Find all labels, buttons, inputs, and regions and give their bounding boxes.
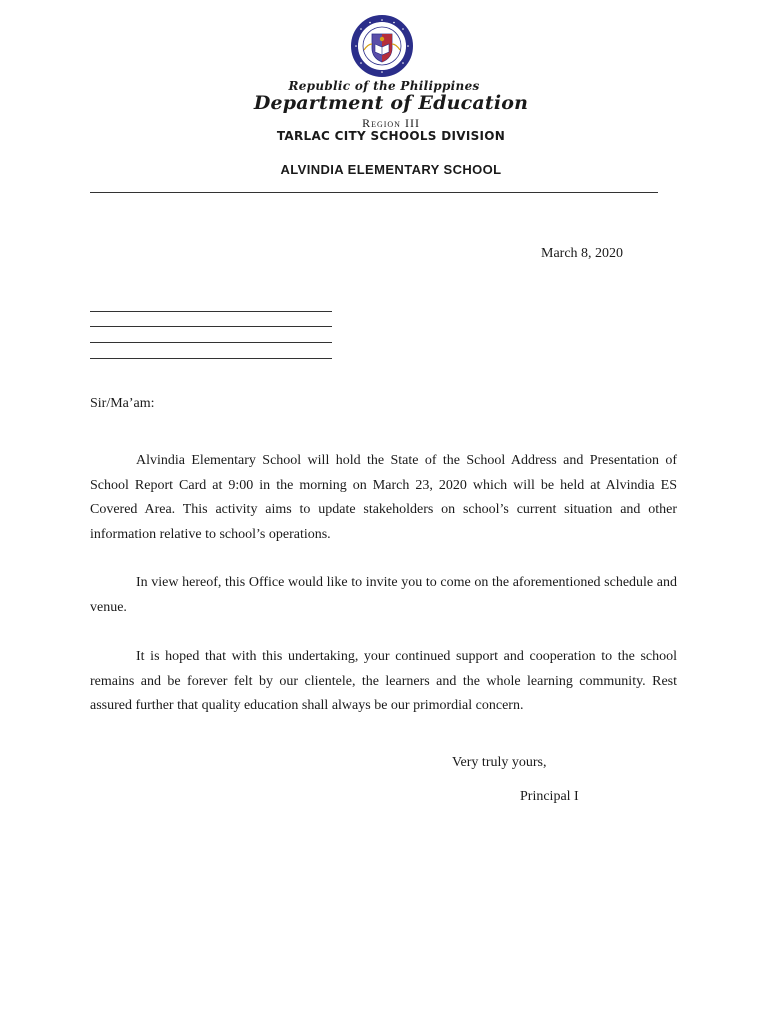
letter-date: March 8, 2020 — [541, 246, 624, 261]
address-line — [90, 342, 332, 343]
complimentary-close: Very truly yours, — [452, 755, 547, 770]
header-divider — [90, 192, 658, 193]
body-paragraph: Alvindia Elementary School will hold the State of the School Address and Presentation of School Report Card at 9:00 in the morning on March 23, 2020 which will be held at Alvindia ES Covered Area. This activity aims to update stakeholders on school’s current situation and other information relative to school’s operations. — [90, 453, 677, 542]
division-heading: TARLAC CITY SCHOOLS DIVISION — [276, 129, 506, 143]
salutation: Sir/Ma’am: — [90, 396, 155, 411]
department-heading: Department of Education — [253, 92, 529, 114]
school-name: ALVINDIA ELEMENTARY SCHOOL — [280, 162, 502, 177]
body-paragraph: In view hereof, this Office would like to invite you to come on the aforementioned schedule and venue. — [90, 575, 677, 615]
region-heading: Region III — [362, 116, 420, 130]
deped-seal-icon — [342, 14, 422, 78]
address-line — [90, 311, 332, 312]
address-line — [90, 326, 332, 327]
address-line — [90, 358, 332, 359]
signatory-position: Principal I — [520, 789, 579, 804]
body-paragraph: It is hoped that with this undertaking, your continued support and cooperation to the school remains and be forever felt by our clientele, the learners and the whole learning community. Rest assured further that quality education shall always be our primordial concern. — [90, 649, 677, 713]
republic-heading: Republic of the Philippines — [288, 79, 480, 93]
